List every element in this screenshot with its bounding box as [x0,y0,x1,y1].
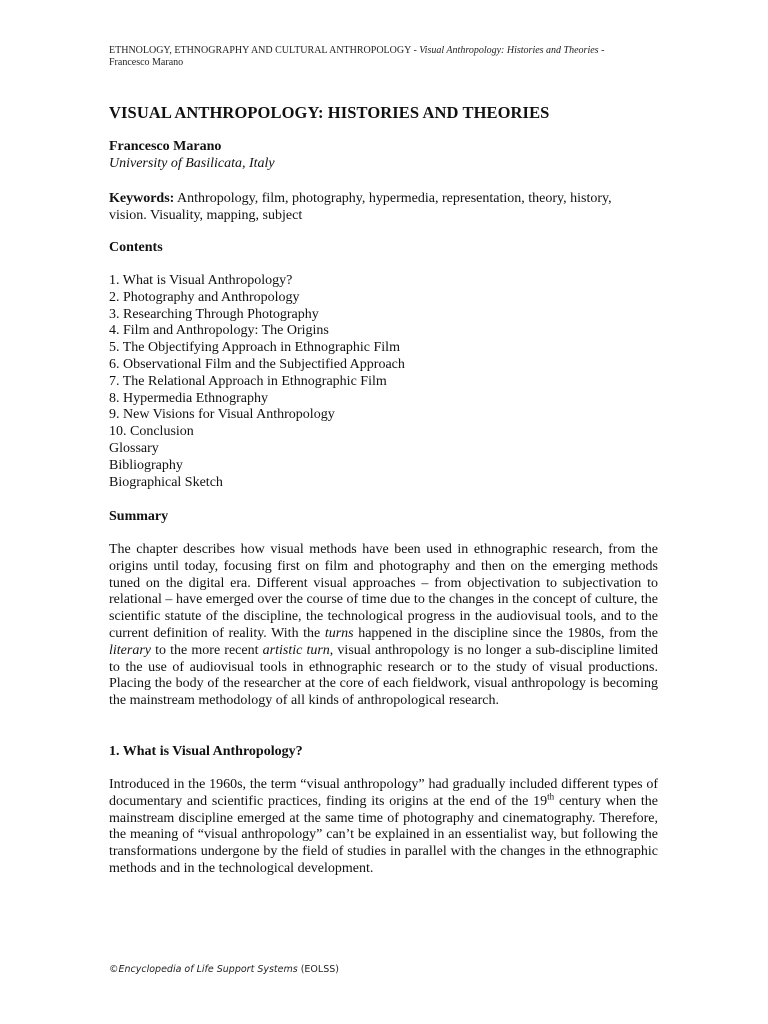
toc-item: 2. Photography and Anthropology [109,289,300,305]
toc-item: 8. Hypermedia Ethnography [109,390,269,406]
summary-paragraph [109,542,658,710]
summary-emphasis: turns [324,625,354,641]
toc-item: Bibliography [109,457,183,473]
toc-item: 1. What is Visual Anthropology? [109,273,293,288]
section-text: century when the mainstream discipline emerged at the same time of photography and cinematography. Therefore, the meaning of “visual anthropology” can’t be explained in an essentialist way, but following the transformations undergone by the field of studies in parallel with the changes in the ethnographic methods and in the technological development. [109,793,658,876]
copyright-symbol: © [109,964,119,975]
keywords-text: Anthropology, film, photography, hypermedia, representation, theory, history, vision. Visuality, mapping, subject [109,191,612,223]
keywords-label: Keywords: [109,191,175,206]
toc-item: 6. Observational Film and the Subjectified Approach [109,356,405,372]
contents-heading: Contents [109,240,163,255]
summary-emphasis: literary [109,642,151,658]
superscript: th [547,791,555,802]
header-subject: ETHNOLOGY, ETHNOGRAPHY AND CULTURAL ANTHROPOLOGY [109,45,411,56]
running-header [109,45,669,69]
document-title: VISUAL ANTHROPOLOGY: HISTORIES AND THEORIES [109,103,550,122]
toc-item: 7. The Relational Approach in Ethnographic Film [109,373,387,389]
toc-item: 9. New Visions for Visual Anthropology [109,407,335,423]
section-heading: 1. What is Visual Anthropology? [109,744,303,759]
header-separator: - [410,45,420,56]
summary-emphasis: artistic turn [262,642,330,658]
header-separator: - [598,45,605,56]
keywords [109,190,639,224]
toc-item: 4. Film and Anthropology: The Origins [109,323,329,339]
section-paragraph [109,777,658,878]
toc-item: 3. Researching Through Photography [109,306,319,322]
section-text: Introduced in the 1960s, the term “visual anthropology” had gradually included different types of documentary and scientific practices, finding its origins at the end of the 19 [109,777,658,809]
summary-text: to the more recent [151,642,263,658]
summary-text: , visual anthropology is no longer a sub-discipline limited to the use of audiovisual tools in ethnographic research or to the study of visual productions. Placing the body of the researcher at the core of each fieldwork, visual anthropology is becoming the mainstream methodology of all kinds of anthropological research. [109,642,659,709]
summary-heading: Summary [109,509,169,524]
author-affiliation: University of Basilicata, Italy [109,156,275,171]
header-chapter-title: Visual Anthropology: Histories and Theories [419,45,599,56]
toc-item: 10. Conclusion [109,424,194,440]
toc-item: Biographical Sketch [109,474,223,490]
table-of-contents [109,273,405,491]
header-author: Francesco Marano [109,57,184,68]
summary-text: The chapter describes how visual methods have been used in ethnographic research, from the origins until today, focusing first on film and photography and then on the emerging methods tuned on the digital era. Different visual approaches – from objectivation to subjectivation to relational – have emerged over the course of time due to the changes in the concept of culture, the scientific statute of the discipline, the technological progress in the audiovisual tools, and to the current definition of reality. With the [109,542,658,641]
footer-abbreviation: (EOLSS) [297,964,339,975]
toc-item: 5. The Objectifying Approach in Ethnographic Film [109,340,400,356]
page-footer [109,964,339,975]
author-name: Francesco Marano [109,139,222,154]
summary-text: happened in the discipline since the 1980s, from the [353,625,658,641]
toc-item: Glossary [109,440,159,456]
footer-publication: Encyclopedia of Life Support Systems [118,964,298,975]
